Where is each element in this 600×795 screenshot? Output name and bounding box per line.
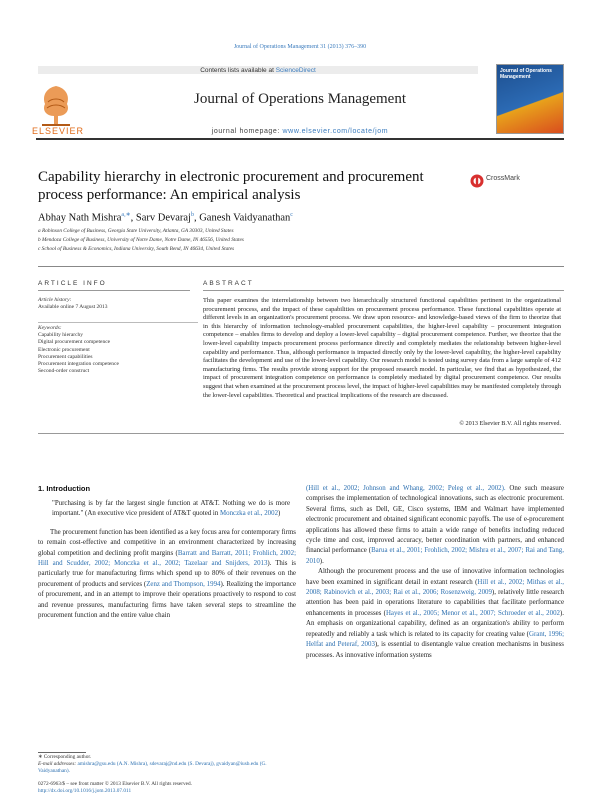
header-rule	[36, 138, 564, 140]
citation-link[interactable]: Monczka et al., 2002	[220, 510, 279, 518]
author-affil-marker[interactable]: b	[190, 212, 194, 218]
homepage-link[interactable]: www.elsevier.com/locate/jom	[282, 128, 389, 135]
section-rule	[38, 266, 564, 267]
footnotes	[38, 754, 298, 775]
doi-link[interactable]: http://dx.doi.org/10.1016/j.jom.2013.07.011	[38, 788, 132, 794]
paragraph: Although the procurement process and the use of innovative information technologies have been examined in significant detail in extant research (Hill et al., 2002; Mithas et al., 2008; Rabinovich et al., 2003; Rai et al., 2006; Rosenzweig, 2009), relatively little research attention has been paid in operations literature to capabilities that facilitate performance enhancements in processes (Hayes et al., 2005; Menor et al., 2007; Schroeder et al., 2002). An emphasis on organizational capability, defined as an organization's ability to perform repeatedly and reliably a task which is related to its capacity for creating value (Grant, 1996; Helfat and Peteraf, 2003), is essential to disentangle value creation mechanisms in business processes. As innovative information systems	[306, 568, 564, 659]
article-title: Capability hierarchy in electronic procurement and procurement process performance: An empirical analysis	[38, 169, 424, 203]
citation-link[interactable]: Barratt and Barratt, 2011; Frohlich, 2002; Hill and Scudder, 2002; Monczka et al., 2002; Tazelaar and Snijders, 2013	[38, 549, 296, 568]
citation-link[interactable]: Hill et al., 2002; Mithas et al., 2008; Rabinovich et al., 2003; Rai et al., 2006; Rosenzweig, 2009	[306, 578, 564, 597]
abstract-bottom-rule	[38, 433, 564, 434]
abstract-text: This paper examines the interrelationship between two hierarchically structured functional capabilities pertinent in the organizational procurement process, and the impact of these capabilities on procurement process performance. These functional capabilities operate at different levels in an organization's procurement process. We draw upon resource- and knowledge-based views of the firm to theorize that in this hierarchy of information technology-enabled procurement capabilities, the higher-level capability – procurement integration competence – enables firms to develop and deploy a lower-level capability – digital procurement competence. Further, we theorize that the lower-level capability impacts procurement process performance directly and completely mediates the relationship between higher-level capability and performance. Thus, although performance is impacted directly only by the lower-level capability, the higher-level capability facilitates the development and use of the lower-level capability. Our research model is tested using survey data from a large sample of 412 manufacturing firms. The results provide strong support for the proposed research model. In particular, we find that as hypothesized, the impact of procurement integration competence on performance is completely mediated by digital procurement competence. Our results suggest that when examined at the procurement process level, the impact of higher-level capabilities may be manifested completely through the lower-level capabilities. Theoretical and practical implications of the research are discussed.	[203, 297, 561, 399]
sciencedirect-link[interactable]: ScienceDirect	[275, 67, 316, 74]
abstract-heading: ABSTRACT	[203, 280, 254, 287]
paragraph: The procurement function has been identified as a key focus area for contemporary firms to remain cost-effective and competitive in an environment characterized by increasing global competition and declining profit margins (Barratt and Barratt, 2011; Frohlich, 2002; Hill and Scudder, 2002; Monczka et al., 2002; Tazelaar and Snijders, 2013). This is particularly true for manufacturing firms which spend up to 80% of their revenues on the procurement of products and services (Zenz and Thompson, 1994). Realizing the importance of procurement, and in an attempt to improve their operations proactively to respond to cost and revenue pressures, manufacturing firms have taken several steps to streamline the procurement function and the entire value chain	[38, 528, 296, 620]
history-value: Available online 7 August 2013	[38, 304, 108, 311]
author-name[interactable]: Ganesh Vaidyanathan	[199, 212, 291, 224]
author-affil-marker[interactable]: c	[290, 212, 293, 218]
citation-link[interactable]: Zenz and Thompson, 1994	[146, 580, 221, 588]
article-info-heading: ARTICLE INFO	[38, 280, 107, 287]
history-label: Article history:	[38, 297, 72, 303]
section-heading-introduction: 1. Introduction	[38, 484, 91, 493]
email-links[interactable]: amishra@gsu.edu (A.N. Mishra), sdevaraj@nd.edu (S. Devaraj), gvaidyan@iusb.edu (G. Vaidyanathan).	[38, 761, 267, 774]
citation-link[interactable]: Barua et al., 2001; Frohlich, 2002; Mishra et al., 2007; Rai and Tang, 2010	[306, 547, 564, 565]
affiliation: c School of Business & Economics, Indiana University, South Bend, IN 46634, United States	[38, 246, 235, 252]
citation-link[interactable]: Hayes et al., 2005; Menor et al., 2007; Schroeder et al., 2002	[385, 609, 560, 617]
copyright-notice: © 2013 Elsevier B.V. All rights reserved.	[459, 420, 561, 427]
corresponding-author-note: ∗ Corresponding author.	[38, 754, 92, 760]
author-affil-marker[interactable]: a,∗	[121, 212, 131, 218]
keyword: Second-order construct	[38, 368, 90, 375]
citation-link[interactable]: (Hill et al., 2002; Johnson and Whang, 2002; Peleg et al., 2002).	[306, 485, 506, 492]
body-column-left	[38, 499, 296, 621]
author-list: Abhay Nath Mishra$^{a,∗}$, Sarv Devaraj$^b$, Ganesh Vaidyanathan$^c$	[38, 212, 293, 224]
journal-title: Journal of Operations Management	[193, 91, 407, 107]
affiliation: a Robinson College of Business, Georgia State University, Atlanta, GA 30303, United States	[38, 228, 234, 234]
keyword: Procurement capabilities	[38, 353, 93, 360]
article-info-rule	[38, 290, 190, 291]
journal-reference[interactable]: Journal of Operations Management 31 (2013) 376–390	[233, 44, 367, 50]
body-column-right	[306, 484, 564, 661]
homepage-prefix: journal homepage:	[211, 128, 283, 135]
elsevier-tree-logo-icon	[36, 80, 76, 128]
crossmark-label[interactable]: CrossMark	[486, 175, 520, 182]
epigraph-quote: "Purchasing is by far the largest single function at AT&T. Nothing we do is more important." (An executive vice president of AT&T quoted in Monczka et al., 2002)	[52, 500, 290, 518]
article-history	[38, 297, 198, 311]
journal-cover-title: Journal of Operations Management	[500, 68, 552, 80]
footnote-rule	[38, 752, 86, 753]
keyword: Digital procurement competence	[38, 339, 111, 346]
keywords-label: Keywords:	[38, 325, 62, 331]
journal-homepage	[110, 128, 490, 135]
citation-link[interactable]: Grant, 1996; Helfat and Peteraf, 2003	[306, 630, 564, 649]
affiliation: b Mendoza College of Business, University of Notre Dame, Notre Dame, IN 46556, United States	[38, 237, 244, 243]
keywords-block	[38, 322, 198, 375]
keyword: Capability hierarchy	[38, 332, 84, 339]
keyword: Procurement integration competence	[38, 361, 119, 368]
keyword: Electronic procurement	[38, 346, 90, 353]
issn-text: 0272-6963/$ – see front matter © 2013 Elsevier B.V. All rights reserved.	[38, 781, 192, 787]
elsevier-wordmark: ELSEVIER	[31, 126, 85, 136]
contents-prefix: Contents lists available at	[200, 67, 276, 74]
author-name[interactable]: Sarv Devaraj	[135, 212, 191, 224]
abstract-rule	[203, 290, 564, 291]
email-addresses: E-mail addresses: amishra@gsu.edu (A.N. Mishra), sdevaraj@nd.edu (S. Devaraj), gvaidyan@iusb.edu (G. Vaidyanathan).	[38, 761, 267, 774]
author-name[interactable]: Abhay Nath Mishra	[38, 212, 122, 224]
contents-line	[38, 67, 478, 74]
issn-line	[38, 781, 298, 795]
paragraph: (Hill et al., 2002; Johnson and Whang, 2002; Peleg et al., 2002). One such measure comprises the implementation of technological innovations, such as electronic procurement. Several firms, such as Dell, GE, Cisco systems, IBM and Walmart have implemented electronic procurement and obtained significant economic payoffs. The use of e-procurement applications has allowed these firms to attain a wide range of benefits including reduced cycle time and cost, improved accuracy, better coordination with partners, and enhanced financial performance (Barua et al., 2001; Frohlich, 2002; Mishra et al., 2007; Rai and Tang, 2010).	[306, 485, 564, 565]
